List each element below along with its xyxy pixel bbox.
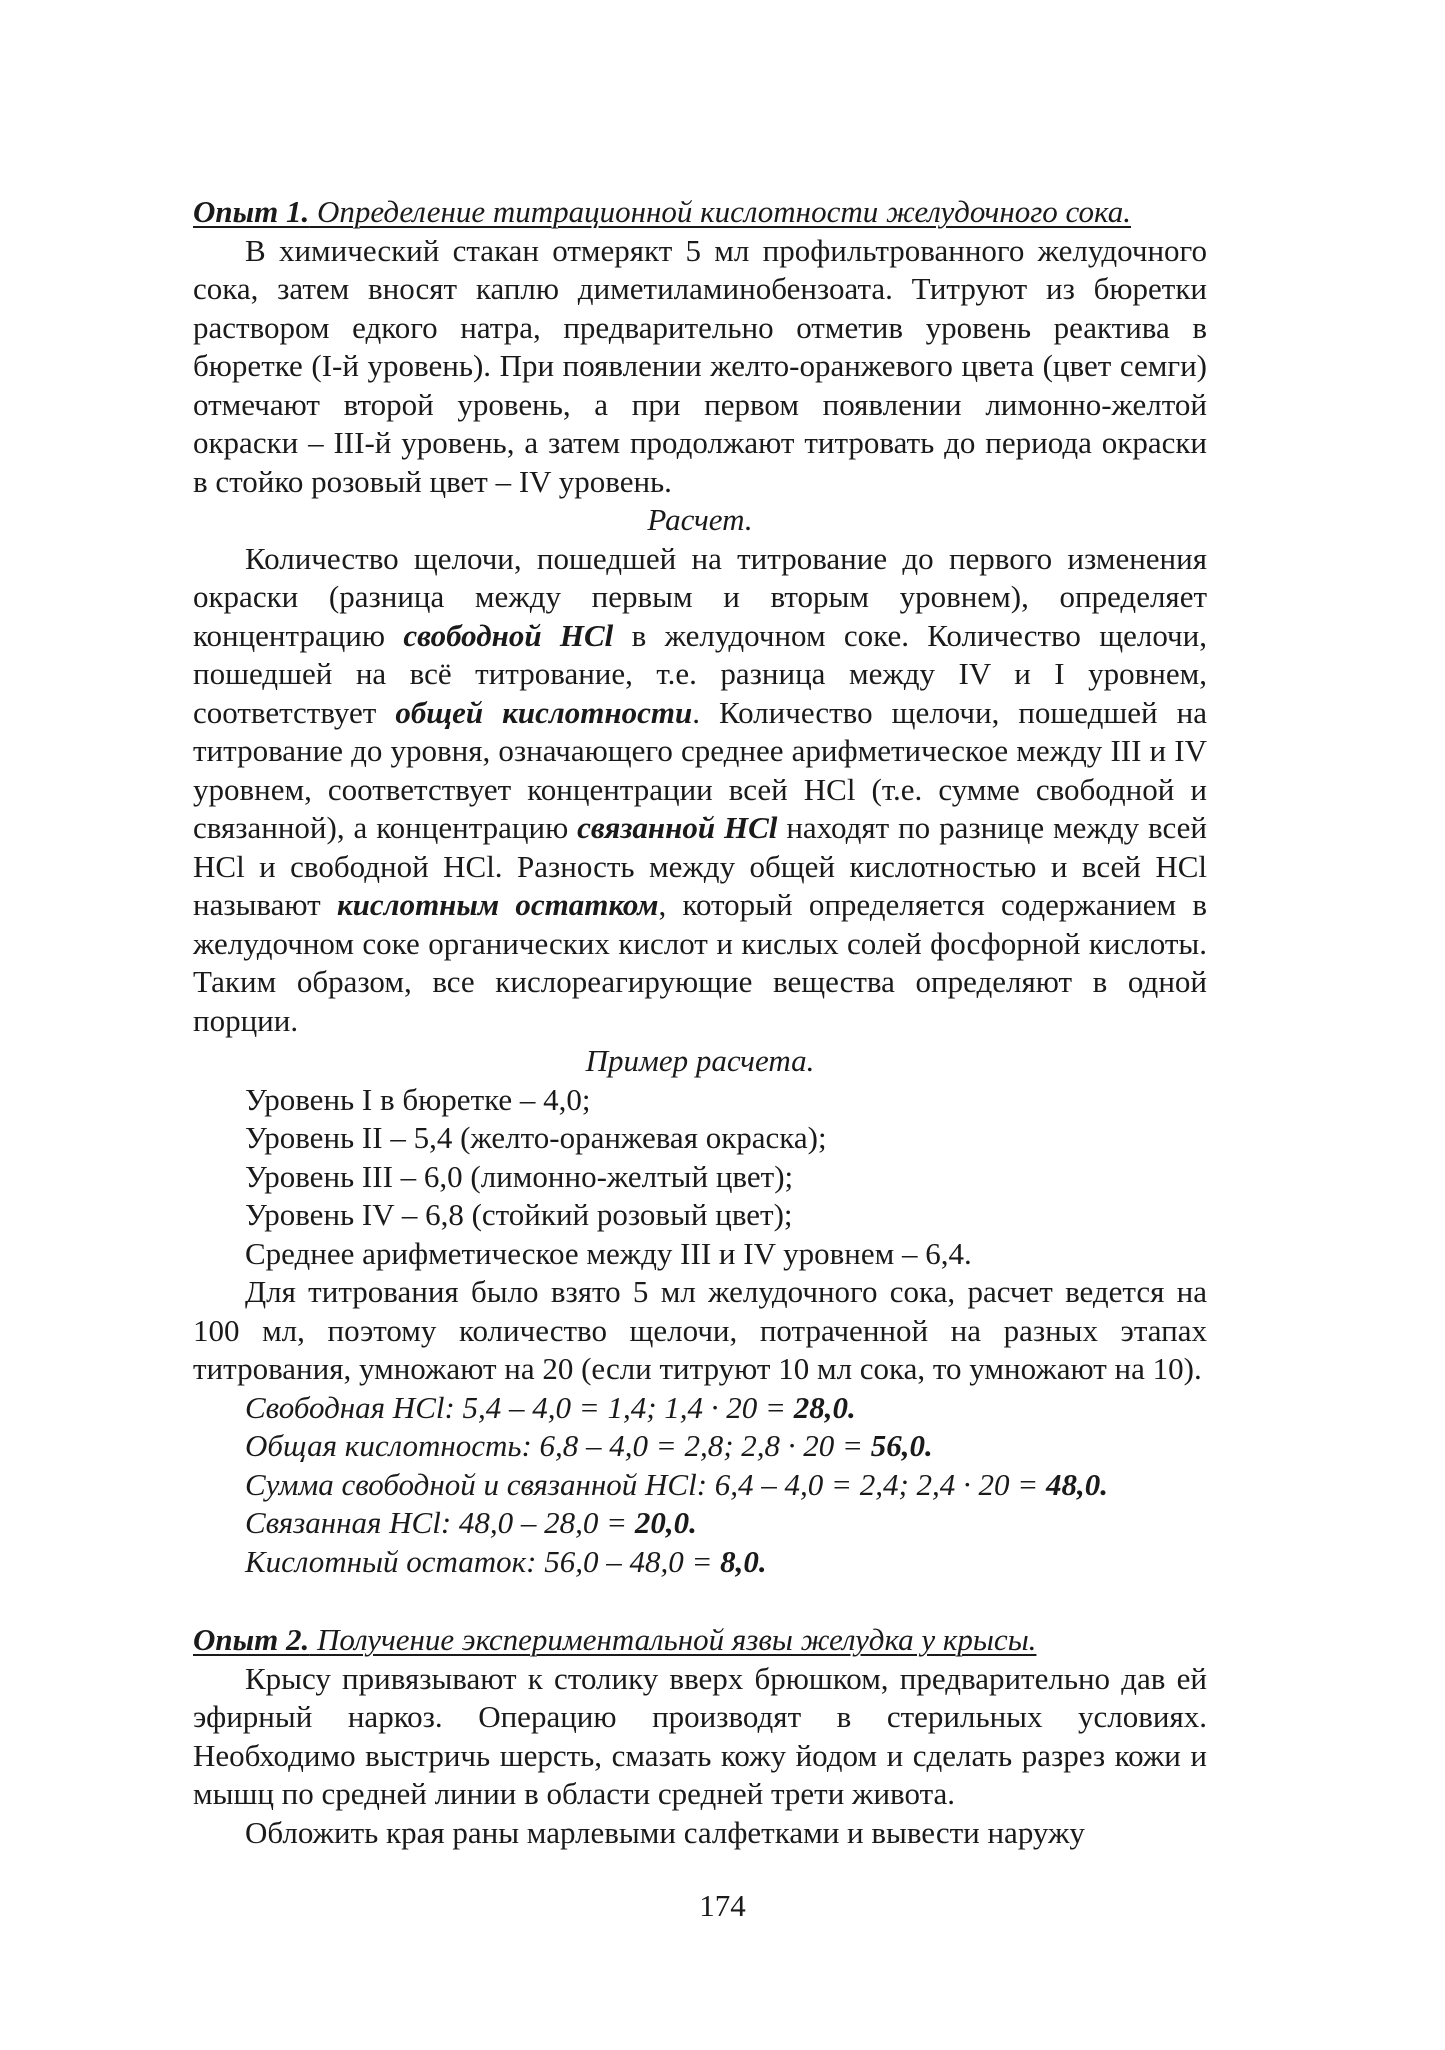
levels-list	[193, 1081, 1207, 1274]
term-acid-residue: кислотным остатком	[336, 887, 659, 922]
term-total-acidity: общей кислотности	[395, 694, 693, 730]
experiment-2-section	[193, 1621, 1207, 1852]
term-free-hcl: свободной НСl	[403, 617, 614, 653]
calculation-heading: Расчет.	[647, 502, 753, 537]
level-line: Уровень I в бюретке – 4,0;	[245, 1081, 591, 1117]
experiment-2-heading	[193, 1621, 1207, 1660]
experiment-1-heading	[193, 193, 1207, 232]
calc-line: Кислотный остаток: 56,0 – 48,0 = 8,0.	[245, 1543, 767, 1579]
calc-line: Связанная НСl: 48,0 – 28,0 = 20,0.	[245, 1505, 697, 1540]
experiment-2-procedure: Крысу привязывают к столику вверх брюшком, предварительно дав ей эфирный наркоз. Операцию производят в стерильных условиях. Необходимо выстричь шерсть, смазать кожу йодом и сделать разрез кожи и мышц по средней линии в области средней трети живота.	[193, 1660, 1207, 1811]
experiment-2-title: Получение экспериментальной язвы желудка у крысы.	[317, 1622, 1037, 1657]
example-heading: Пример расчета.	[585, 1043, 815, 1078]
dilution-note: Для титрования было взято 5 мл желудочного сока, расчет ведется на 100 мл, поэтому количество щелочи, потраченной на разных этапах титрования, умножают на 20 (если титруют 10 мл сока, то умножают на 10).	[193, 1274, 1207, 1386]
experiment-2-continuation: Обложить края раны марлевыми салфетками и вывести наружу	[245, 1814, 1085, 1850]
experiment-1-label: Опыт 1.	[193, 194, 310, 229]
level-line: Уровень II – 5,4 (желто-оранжевая окраска);	[245, 1120, 827, 1155]
experiment-2-label: Опыт 2.	[193, 1622, 310, 1657]
level-line: Уровень III – 6,0 (лимонно-желтый цвет);	[245, 1158, 794, 1194]
term-bound-hcl: связанной НСl	[577, 810, 778, 845]
calc-line: Сумма свободной и связанной НСl: 6,4 – 4,0 = 2,4; 2,4 · 20 = 48,0.	[245, 1466, 1108, 1502]
experiment-1-procedure: В химический стакан отмерякт 5 мл профильтрованного желудочного сока, затем вносят каплю диметиламинобензоата. Титруют из бюретки раствором едкого натра, предварительно отметив уровень реактива в бюретке (I-й уровень). При появлении желто-оранжевого цвета (цвет семги) отмечают второй уровень, а при первом появлении лимонно-желтой окраски – III-й уровень, а затем продолжают титровать до периода окраски в стойко розовый цвет – IV уровень.	[193, 232, 1207, 499]
level-line: Уровень IV – 6,8 (стойкий розовый цвет);	[245, 1197, 793, 1232]
calc-line: Общая кислотность: 6,8 – 4,0 = 2,8; 2,8 · 20 = 56,0.	[245, 1428, 933, 1463]
experiment-1-title: Определение титрационной кислотности желудочного сока.	[317, 194, 1132, 229]
calculation-results	[193, 1389, 1207, 1582]
calc-line: Свободная НСl: 5,4 – 4,0 = 1,4; 1,4 · 20 = 28,0.	[245, 1389, 856, 1425]
page-number: 174	[699, 1888, 746, 1923]
calculation-explanation: Количество щелочи, пошедшей на титрование до первого изменения окраски (разница между первым и вторым уровнем), определяет концентрацию свободной НСl в желудочном соке. Количество щелочи, пошедшей на всё титрование, т.е. разница между IV и I уровнем, соответствует общей кислотности. Количество щелочи, пошедшей на титрование до уровня, означающего среднее арифметическое между III и IV уровнем, соответствует концентрации всей НСl (т.е. сумме свободной и связанной), а концентрацию связанной НСl находят по разнице между всей НСl и свободной НСl. Разность между общей кислотностью и всей НСl называют кислотным остатком, который определяется содержанием в желудочном соке органических кислот и кислых солей фосфорной кислоты. Таким образом, все кислореагирующие вещества определяют в одной порции.	[193, 540, 1207, 1038]
experiment-1-section	[193, 193, 1207, 1581]
level-line: Среднее арифметическое между III и IV уровнем – 6,4.	[245, 1235, 972, 1271]
